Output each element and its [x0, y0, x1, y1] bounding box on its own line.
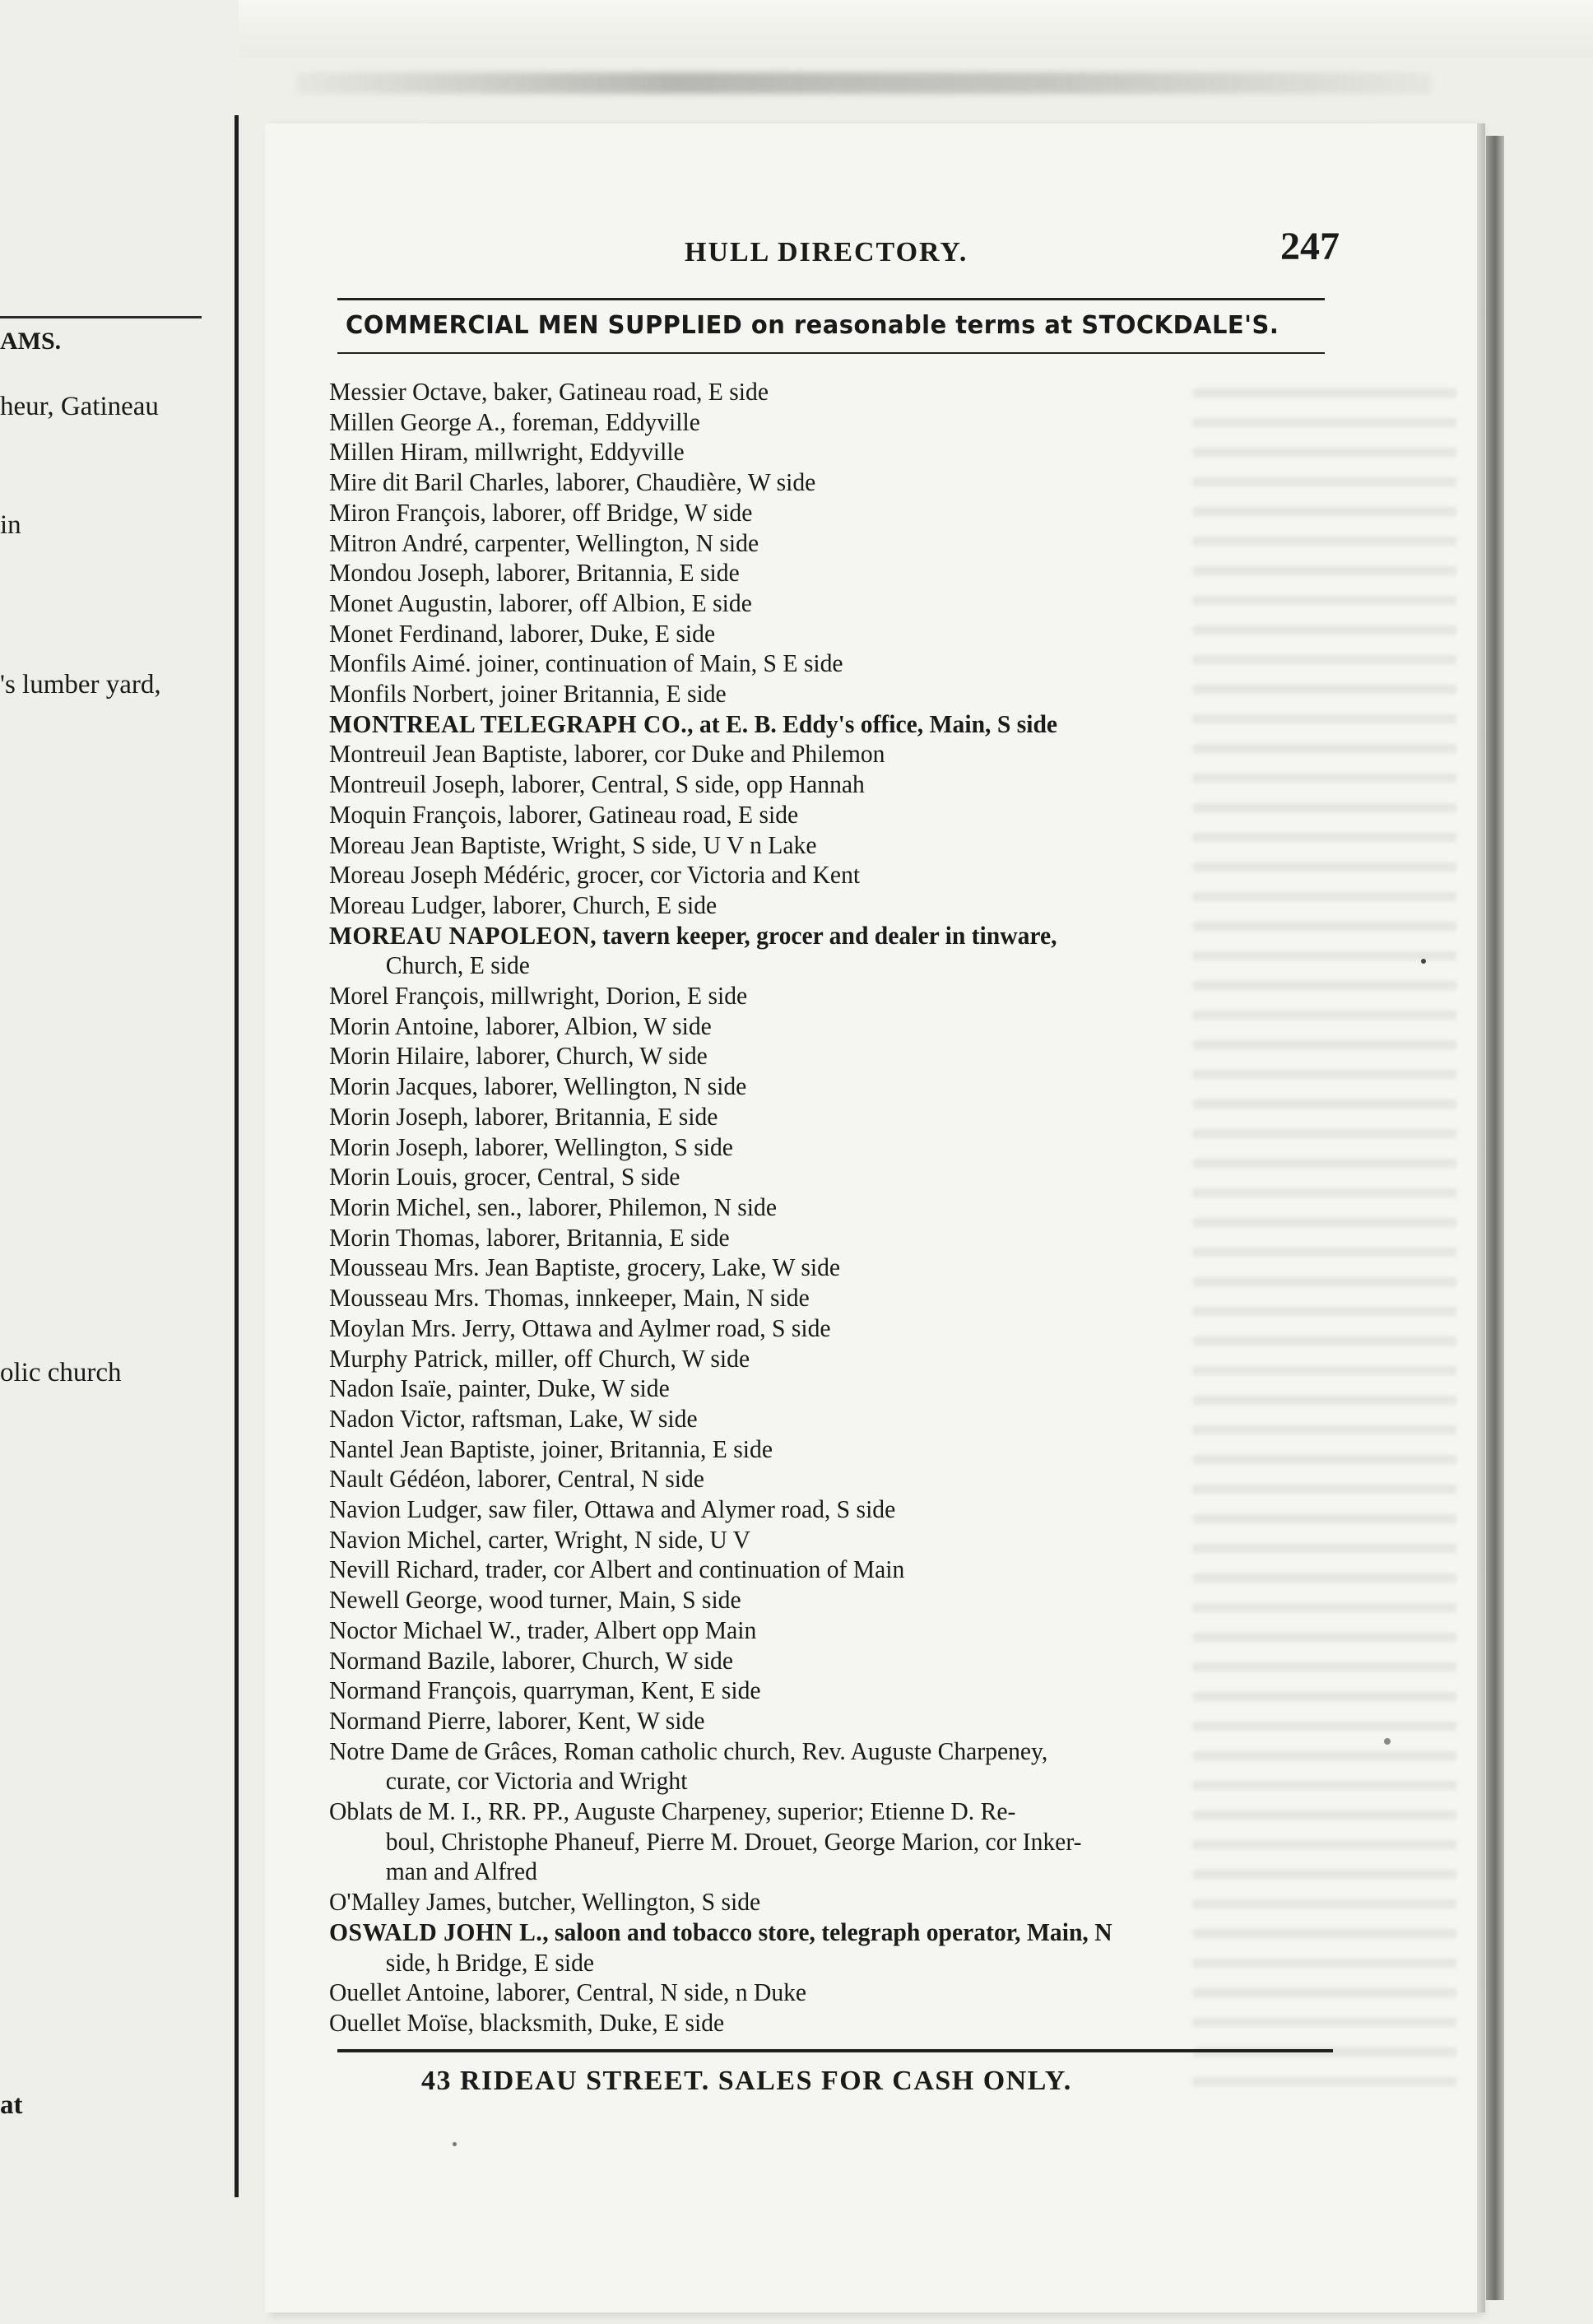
directory-entry	[329, 1494, 1327, 1525]
directory-entry	[329, 619, 1327, 649]
entry-details: , laborer, Gatineau road, E side	[496, 799, 799, 829]
entry-details: , trader, cor Albert and continuation of Main	[473, 1555, 905, 1584]
entry-details: . joiner, continuation of Main, S E side	[465, 648, 843, 678]
entry-details: , miller, off Church, W side	[482, 1343, 750, 1373]
book-edge	[1486, 136, 1504, 2300]
entry-name: Nevill Richard	[329, 1555, 474, 1584]
directory-entry	[329, 1223, 1327, 1253]
entry-name: Nault Gédéon	[329, 1464, 466, 1494]
entry-details: , laborer, Britannia, E side	[474, 1222, 730, 1252]
header-rule	[337, 298, 1325, 300]
entry-details: , laborer, Chaudière, W side	[543, 467, 816, 497]
entry-continuation: curate, cor Victoria and Wright	[385, 1766, 688, 1796]
entry-name: Oblats de M. I., RR. PP.	[329, 1796, 564, 1826]
entry-details: , at E. B. Eddy's office, Main, S side	[687, 709, 1058, 738]
left-page-rule	[0, 316, 202, 318]
entry-details: , grocery, Lake, W side	[614, 1253, 841, 1282]
entry-name: Moylan Mrs. Jerry	[329, 1313, 510, 1342]
directory-entry	[329, 1434, 1327, 1465]
entry-name: Moreau Joseph Médéric	[329, 860, 565, 890]
speck	[1384, 1738, 1391, 1745]
bleed-through-top	[296, 72, 1432, 94]
entry-details: , joiner, Britannia, E side	[529, 1434, 773, 1463]
entry-details: , raftsman, Lake, W side	[459, 1403, 698, 1433]
entry-details: , laborer, cor Duke and Philemon	[561, 739, 885, 769]
entry-name: Millen Hiram	[329, 437, 462, 467]
speck	[1421, 959, 1426, 964]
left-fragment: at	[0, 2090, 23, 2120]
directory-entry	[329, 1706, 1327, 1736]
entry-name: Miron François	[329, 497, 481, 527]
entry-name: Normand Bazile	[329, 1645, 490, 1675]
footer-rule	[337, 2049, 1333, 2052]
directory-entry	[329, 769, 1327, 800]
entry-details: , millwright, Dorion, E side	[478, 981, 748, 1011]
entry-name: Mitron André	[329, 528, 462, 557]
entry-details: , saloon and tobacco store, telegraph operator, Main, N	[542, 1917, 1112, 1946]
entry-name: Moreau Jean Baptiste	[329, 830, 541, 859]
entry-details: , laborer, Wellington, S side	[462, 1132, 733, 1161]
directory-entry	[329, 1887, 1327, 1917]
speck	[453, 2142, 457, 2146]
left-fragment: AMS.	[0, 328, 62, 355]
directory-entry	[329, 2008, 1327, 2038]
directory-entry	[329, 1917, 1327, 1978]
entry-details: , baker, Gatineau road, E side	[481, 377, 769, 406]
entry-name: OSWALD JOHN L.	[329, 1917, 543, 1946]
running-header: HULL DIRECTORY.	[685, 237, 968, 267]
entry-name: Monfils Aimé	[329, 648, 466, 678]
directory-entry	[329, 1736, 1327, 1796]
entry-name: Moreau Ludger	[329, 890, 481, 919]
advertisement-banner-top: COMMERCIAL MEN SUPPLIED on reasonable terms at STOCKDALE'S.	[346, 311, 1280, 340]
directory-entry	[329, 407, 1327, 438]
left-fragment: heur, Gatineau	[0, 392, 159, 421]
gutter-line	[235, 115, 239, 2197]
entry-continuation: side, h Bridge, E side	[385, 1947, 595, 1977]
entry-name: Morin Antoine	[329, 1011, 474, 1040]
entry-name: Moquin François	[329, 799, 497, 829]
directory-entry	[329, 860, 1327, 890]
entry-details: , laborer, Kent, W side	[485, 1705, 705, 1735]
entry-name: Ouellet Moïse	[329, 2007, 468, 2037]
entry-details: , laborer, Duke, E side	[497, 618, 716, 648]
entry-name: Notre Dame de Grâces	[329, 1736, 552, 1765]
entry-name: Montreuil Jean Baptiste	[329, 739, 562, 769]
directory-entry	[329, 1676, 1327, 1706]
entry-details: , laborer, Central, S side, opp Hannah	[499, 769, 865, 799]
directory-entry	[329, 498, 1327, 528]
entry-name: Morin Jacques	[329, 1071, 472, 1101]
directory-entry	[329, 1404, 1327, 1434]
directory-entry	[329, 1162, 1327, 1192]
left-fragment: 's lumber yard,	[0, 670, 161, 700]
directory-entry	[329, 1313, 1327, 1344]
entry-name: Nantel Jean Baptiste	[329, 1434, 530, 1463]
directory-entry	[329, 1585, 1327, 1615]
directory-entry	[329, 648, 1327, 679]
entry-details: , grocer, cor Victoria and Kent	[564, 860, 861, 890]
entry-name: Montreuil Joseph	[329, 769, 499, 799]
entry-details: , laborer, Albion, W side	[473, 1011, 712, 1040]
entry-details: , foreman, Eddyville	[499, 407, 700, 436]
directory-entry	[329, 1796, 1327, 1887]
directory-entry	[329, 1464, 1327, 1494]
entry-details: , laborer, Central, N side, n Duke	[484, 1978, 807, 2007]
directory-entry	[329, 558, 1327, 588]
entry-details: , laborer, Church, E side	[480, 890, 718, 919]
entry-name: Mousseau Mrs. Jean Baptiste	[329, 1253, 615, 1282]
entry-details: , Auguste Charpeney, superior; Etienne D. Re-	[563, 1796, 1016, 1826]
entry-name: Monet Ferdinand	[329, 618, 498, 648]
entry-name: Navion Michel	[329, 1524, 476, 1554]
entry-name: Monfils Norbert	[329, 679, 489, 709]
entry-continuation: man and Alfred	[385, 1857, 537, 1886]
directory-entry	[329, 981, 1327, 1011]
directory-entries	[329, 377, 1374, 2038]
entry-name: Ouellet Antoine	[329, 1978, 485, 2007]
directory-entry	[329, 1253, 1327, 1283]
directory-entry	[329, 437, 1327, 467]
entry-name: Mire dit Baril Charles	[329, 467, 544, 497]
entry-name: Mousseau Mrs. Thomas	[329, 1283, 564, 1313]
directory-entry	[329, 921, 1327, 981]
entry-name: Normand François	[329, 1676, 512, 1705]
directory-entry	[329, 467, 1327, 498]
left-page	[0, 0, 239, 2324]
scan-top-band	[0, 0, 1593, 58]
entry-name: Mondou Joseph	[329, 558, 485, 588]
left-fragment: in	[0, 510, 21, 540]
entry-name: Millen George A.	[329, 407, 500, 436]
entry-name: Noctor Michael W.	[329, 1615, 516, 1644]
directory-entry	[329, 1192, 1327, 1223]
entry-details: , trader, Albert opp Main	[515, 1615, 757, 1644]
directory-entry	[329, 1978, 1327, 2008]
entry-name: Morel François	[329, 981, 479, 1011]
directory-entry	[329, 588, 1327, 619]
directory-entry	[329, 1344, 1327, 1374]
entry-details: , sen., laborer, Philemon, N side	[465, 1192, 777, 1221]
entry-name: Murphy Patrick	[329, 1343, 483, 1373]
directory-entry	[329, 1041, 1327, 1071]
directory-entry	[329, 1615, 1327, 1646]
entry-details: , painter, Duke, W side	[446, 1373, 670, 1403]
directory-entry	[329, 377, 1327, 407]
entry-details: , grocer, Central, S side	[451, 1162, 680, 1192]
entry-continuation: boul, Christophe Phaneuf, Pierre M. Drouet, George Marion, cor Inker-	[385, 1826, 1082, 1856]
entry-name: Navion Ludger	[329, 1494, 476, 1524]
entry-name: Morin Joseph	[329, 1101, 463, 1131]
entry-name: Morin Thomas	[329, 1222, 475, 1252]
entry-details: , joiner Britannia, E side	[488, 679, 727, 709]
entry-details: , laborer, Wellington, N side	[471, 1071, 747, 1101]
entry-details: , laborer, Church, W side	[463, 1041, 708, 1071]
entry-name: Morin Joseph	[329, 1132, 463, 1161]
entry-details: , laborer, Britannia, E side	[484, 558, 740, 588]
entry-details: , laborer, off Albion, E side	[486, 588, 752, 617]
directory-entry	[329, 1646, 1327, 1676]
entry-details: , tavern keeper, grocer and dealer in tinware,	[590, 920, 1057, 950]
page-edge	[1477, 123, 1485, 2312]
entry-details: , Roman catholic church, Rev. Auguste Charpeney,	[551, 1736, 1048, 1765]
entry-details: , Wright, S side, U V n Lake	[540, 830, 817, 859]
entry-details: , laborer, off Bridge, W side	[480, 497, 753, 527]
entry-name: Morin Michel	[329, 1192, 466, 1221]
entry-name: Morin Hilaire	[329, 1041, 464, 1071]
directory-entry	[329, 800, 1327, 830]
page-number: 247	[1280, 225, 1340, 268]
left-fragment: olic church	[0, 1358, 122, 1387]
directory-entry	[329, 1283, 1327, 1313]
entry-details: , butcher, Wellington, S side	[485, 1887, 761, 1917]
directory-entry	[329, 1102, 1327, 1132]
entry-details: , blacksmith, Duke, E side	[467, 2007, 725, 2037]
entry-details: , saw filer, Ottawa and Alymer road, S side	[476, 1494, 896, 1524]
entry-details: , Ottawa and Aylmer road, S side	[509, 1313, 831, 1342]
entry-continuation: Church, E side	[385, 951, 530, 980]
entry-details: , millwright, Eddyville	[462, 437, 685, 467]
banner-rule	[337, 352, 1325, 354]
directory-entry	[329, 679, 1327, 709]
entry-name: Normand Pierre	[329, 1705, 485, 1735]
entry-details: , carpenter, Wellington, N side	[462, 528, 759, 557]
entry-details: , laborer, Britannia, E side	[462, 1101, 718, 1131]
entry-name: Newell George	[329, 1585, 477, 1615]
entry-details: , wood turner, Main, S side	[476, 1585, 741, 1615]
directory-entry	[329, 1071, 1327, 1102]
entry-name: O'Malley James	[329, 1887, 486, 1917]
directory-entry	[329, 830, 1327, 861]
advertisement-banner-bottom: 43 RIDEAU STREET. SALES FOR CASH ONLY.	[421, 2066, 1072, 2096]
entry-details: , carter, Wright, N side, U V	[476, 1524, 751, 1554]
directory-entry	[329, 890, 1327, 921]
directory-entry	[329, 1132, 1327, 1163]
entry-name: MONTREAL TELEGRAPH CO.	[329, 709, 688, 738]
entry-name: Nadon Isaïe	[329, 1373, 447, 1403]
entry-details: , laborer, Church, W side	[489, 1645, 734, 1675]
entry-details: , laborer, Central, N side	[465, 1464, 704, 1494]
entry-details: , quarryman, Kent, E side	[511, 1676, 761, 1705]
directory-entry	[329, 739, 1327, 769]
entry-name: Morin Louis	[329, 1162, 452, 1192]
directory-entry	[329, 1525, 1327, 1555]
entry-name: Nadon Victor	[329, 1403, 460, 1433]
directory-entry	[329, 528, 1327, 559]
directory-entry	[329, 1373, 1327, 1404]
directory-entry	[329, 1011, 1327, 1042]
entry-details: , innkeeper, Main, N side	[563, 1283, 810, 1313]
entry-name: Messier Octave	[329, 377, 481, 406]
entry-name: Monet Augustin	[329, 588, 487, 617]
directory-entry	[329, 709, 1327, 740]
directory-entry	[329, 1555, 1327, 1585]
entry-name: MOREAU NAPOLEON	[329, 920, 591, 950]
